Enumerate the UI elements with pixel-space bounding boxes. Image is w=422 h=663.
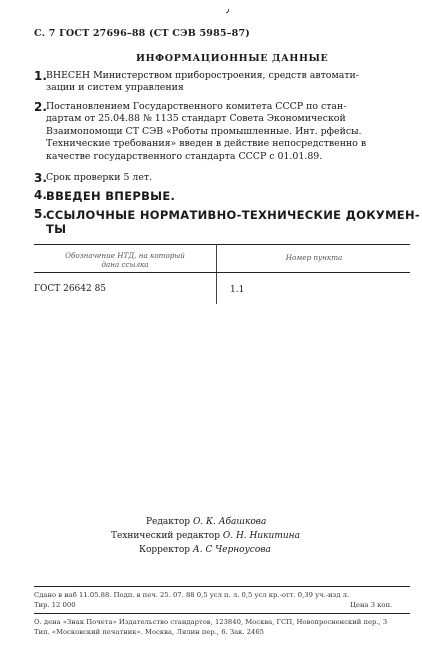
table-header-point: Номер пункта	[285, 253, 343, 262]
header-line: Обозначение НТД, на который	[65, 251, 185, 260]
header-line: дана ссылка	[101, 260, 149, 269]
imprint-mid-rule	[34, 613, 410, 614]
credit-role: Редактор	[146, 517, 191, 527]
info-item-4	[34, 189, 410, 205]
info-item-2	[34, 101, 410, 165]
item-line: Технические требования» введен в действие непосредственно в	[46, 138, 367, 150]
item-text: Срок проверки 5 лет.	[46, 172, 153, 183]
item-line: ССЫЛОЧНЫЕ НОРМАТИВНО-ТЕХНИЧЕСКИЕ ДОКУМЕН-	[46, 208, 420, 222]
ink-mark: ٫	[226, 4, 230, 15]
item-line: Постановлением Государственного комитета СССР по стан-	[46, 101, 347, 112]
item-line: ТЫ	[46, 222, 67, 236]
item-text	[46, 101, 410, 163]
item-line: зации и систем управления	[46, 82, 184, 94]
info-item-5	[34, 207, 420, 238]
item-text	[46, 70, 410, 95]
credit-role: Корректор	[139, 545, 191, 555]
table-header-doc	[40, 251, 210, 269]
item-line: Взаимопомощи СТ СЭВ «Роботы промышленные. Инт. рфейсы.	[46, 125, 362, 137]
table-cell-point: 1.1	[230, 285, 245, 295]
table-cell-doc: ГОСТ 26642 85	[34, 284, 107, 294]
item-text: ВВЕДЕН ВПЕРВЫЕ.	[46, 189, 176, 203]
imprint-print-run: Тир. 12 000	[34, 601, 76, 609]
table-top-rule	[34, 244, 410, 245]
credit-name: А. С Черноусова	[192, 545, 271, 555]
credit-corrector	[139, 545, 271, 555]
info-item-1	[34, 70, 410, 96]
imprint-line: Сдано в наб 11.05.88. Подп. в печ. 25. 07. 88 0,5 усл п. л. 0,5 усл кр.-отт. 0,39 уч.-изд л.	[34, 591, 350, 599]
table-column-divider	[216, 244, 217, 304]
credit-role: Технический редактор	[111, 531, 220, 541]
credit-name: О. К. Абашкова	[192, 517, 267, 527]
item-number: 4.	[34, 188, 47, 202]
imprint-price: Цена 3 коп.	[350, 601, 393, 609]
reference-table	[34, 244, 410, 304]
credit-editor	[146, 517, 266, 527]
credit-name: О. Н. Никитина	[222, 531, 300, 541]
item-number: 3.	[34, 171, 47, 185]
imprint-publisher: О. дена «Знак Почета» Издательство стандартов, 123840, Москва, ГСП, Новопресненский пер., 3	[34, 618, 388, 626]
section-title: ИНФОРМАЦИОННЫЕ ДАННЫЕ	[136, 53, 329, 64]
item-number: 2.	[34, 100, 47, 114]
item-line: качестве государственного стандарта СССР с 01.01.89.	[46, 150, 323, 162]
imprint-top-rule	[34, 586, 410, 587]
item-text	[46, 208, 420, 236]
page-header: С. 7 ГОСТ 27696–88 (СТ СЭВ 5985–87)	[34, 28, 250, 39]
item-number: 5.	[34, 207, 47, 221]
item-line: дартам от 25.04.88 № 1135 стандарт Совета Экономической	[46, 113, 346, 125]
imprint-printer: Тип. «Московский печатник». Москва, Лялин пер., 6. Зак. 2465	[34, 628, 265, 636]
item-line: ВНЕСЕН Министерством приборостроения, средств автомати-	[46, 70, 359, 81]
credit-tech-editor	[111, 531, 300, 541]
item-number: 1.	[34, 69, 47, 83]
table-header-rule	[34, 272, 410, 273]
info-item-3	[34, 172, 410, 186]
